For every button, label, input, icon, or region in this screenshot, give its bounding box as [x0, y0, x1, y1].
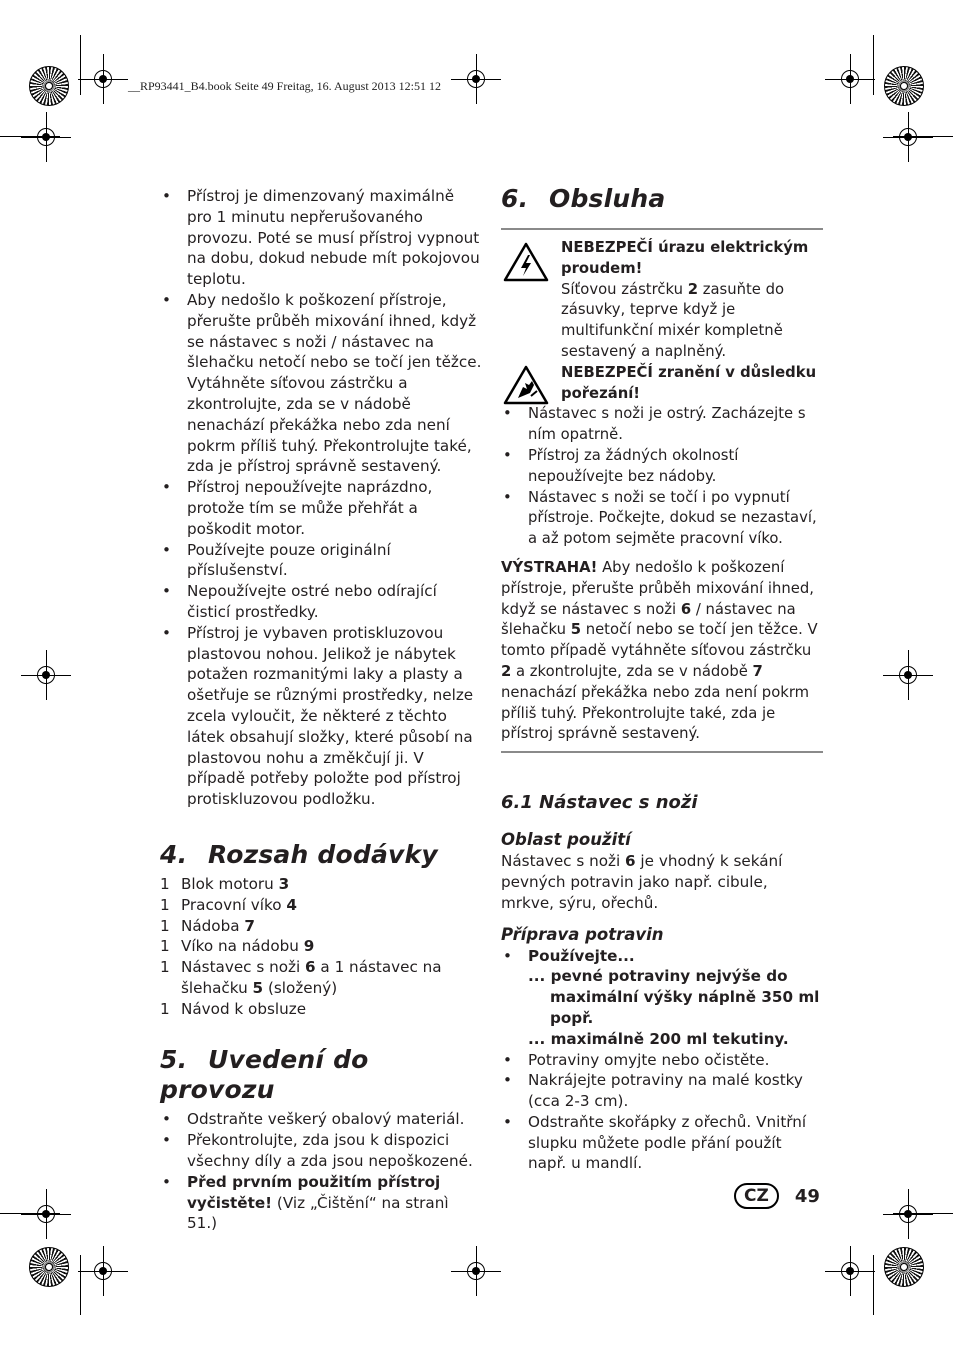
usage-heading: Oblast použití [501, 830, 631, 850]
registration-mark [837, 66, 863, 92]
left-column [160, 186, 482, 1234]
section-4-heading [160, 840, 482, 870]
list-item: 1 Víko na nádobu 9 [160, 937, 315, 956]
section-5-heading [160, 1045, 482, 1105]
registration-mark [33, 124, 59, 150]
list-item: • Před prvním použitím přístroj vyčistěte! (Viz „Čištění“ na stranì 51.) [160, 1172, 482, 1234]
color-burst-mark [29, 1247, 69, 1287]
section-number: 6. [501, 184, 529, 213]
section-title: Rozsah dodávky [208, 839, 438, 869]
section-title: Uvedení do provozu [160, 1045, 369, 1105]
language-badge: CZ [734, 1183, 779, 1209]
registration-mark [895, 662, 921, 688]
list-item: • Odstraňte skořápky z ořechů. Vnitřní slupku můžete podle přání použít např. u mandlí. [501, 1112, 823, 1174]
section-6-heading [501, 184, 823, 214]
list-item: 1 Návod k obsluze [160, 999, 307, 1018]
list-item: • Přístroj je dimenzovaný maximálně pro 1 minutu nepřerušovaného provozu. Poté se musí přístroj vypnout na dobu, dokud nebude mít pokojovou teplotu. [160, 186, 482, 290]
list-item: • Přístroj je vybaven protiskluzovou plastovou nohou. Jelikož je nábytek potažen rozmanitými laky a plasty a ošetřuje se různými prostředky, nelze zcela vyloučit, že některé z těchto látek obsahují složky, které působí na plastovou nohu a změkčují ji. V případě potřeby položte pod přístroj protiskluzovou podložku. [160, 623, 482, 810]
registration-mark [33, 662, 59, 688]
prep-bullet-list [501, 946, 823, 1175]
section-title: Obsluha [549, 184, 666, 213]
list-item: 1 Blok motoru 3 [160, 874, 290, 893]
list-item: 1 Nádoba 7 [160, 916, 255, 935]
list-item: • Nástavec s noži se točí i po vypnutí přístroje. Počkejte, dokud se nezastaví, a až potom sejměte pracovní víko. [501, 488, 823, 550]
crop-line [873, 1255, 874, 1315]
safety-box [501, 228, 823, 753]
prep-heading: Příprava potravin [501, 924, 664, 944]
registration-mark [837, 1258, 863, 1284]
danger-cut-block [501, 363, 823, 405]
registration-mark [90, 66, 116, 92]
right-column [501, 186, 823, 1174]
electric-warning-icon [503, 242, 549, 282]
registration-mark [895, 1201, 921, 1227]
danger-electric-block [501, 238, 823, 363]
crop-line [873, 35, 874, 95]
list-item: • Odstraňte veškerý obalový materiál. [160, 1109, 482, 1130]
list-item: • Používejte pouze originální příslušenství. [160, 540, 482, 582]
list-item: 1 Nástavec s noži 6 a 1 nástavec na šlehačku 5 (složený) [160, 958, 442, 997]
registration-mark [895, 124, 921, 150]
usage-text: Nástavec s noži 6 je vhodný k sekání pevných potravin jako např. cibule, mrkve, sýru, ořechů. [501, 852, 783, 912]
crop-line [80, 1255, 81, 1315]
startup-bullet-list [160, 1109, 482, 1234]
danger-text: Síťovou zástrčku 2 zasuňte do zásuvky, teprve když je multifunkční mixér kompletně sestavený a naplněný. [561, 280, 785, 360]
section-number: 4. [160, 839, 188, 869]
list-item: • Potraviny omyjte nebo očistěte. [501, 1050, 823, 1071]
list-item: • Aby nedošlo k poškození přístroje, přerušte průběh mixování ihned, když se nástavec s noži / nástavec na šlehačku netočí nebo se točí jen těžce. Vytáhněte síťovou zástrčku a zkontrolujte, zda se v nádobě nenachází překážka nebo zda není pokrm příliš tuhý. Překontrolujte také, zda je přístroj správně sestavený. [160, 290, 482, 477]
color-burst-mark [29, 66, 69, 106]
warning-paragraph: VÝSTRAHA! Aby nedošlo k poškození přístroje, přerušte průběh mixování ihned, když se nástavec s noži 6 / nástavec na šlehačku 5 netočí nebo se točí jen těžce. V tomto případě vytáhněte síťovou zástrčku 2 a zkontrolujte, zda se v nádobě 7 nenachází překážka nebo zda není pokrm příliš tuhý. Překontrolujte také, zda je přístroj správně sestavený. [501, 558, 818, 743]
page-footer [734, 1183, 820, 1209]
cut-hand-warning-icon [503, 365, 549, 405]
registration-mark [463, 66, 489, 92]
print-header: __RP93441_B4.book Seite 49 Freitag, 16. August 2013 12:51 12 [128, 79, 442, 93]
delivery-list [160, 874, 482, 1020]
danger-title: NEBEZPEČÍ úrazu elektrickým proudem! [561, 239, 809, 277]
list-item: • Nepoužívejte ostré nebo odírající čisticí prostředky. [160, 581, 482, 623]
danger-title: NEBEZPEČÍ zranění v důsledku pořezání! [561, 363, 817, 402]
page-number: 49 [794, 1185, 820, 1207]
list-item: • Překontrolujte, zda jsou k dispozici všechny díly a zda jsou nepoškozené. [160, 1130, 482, 1172]
registration-mark [33, 1201, 59, 1227]
list-item: 1 Pracovní víko 4 [160, 895, 297, 914]
section-number: 5. [160, 1045, 188, 1075]
crop-line [80, 35, 81, 95]
color-burst-mark [884, 66, 924, 106]
color-burst-mark [884, 1247, 924, 1287]
registration-mark [463, 1258, 489, 1284]
list-item: • Nástavec s noži je ostrý. Zacházejte s ním opatrně. [501, 404, 823, 446]
registration-mark [90, 1258, 116, 1284]
list-item: • Přístroj za žádných okolností nepoužívejte bez nádoby. [501, 446, 823, 488]
list-item: • Používejte... ... pevné potraviny nejvýše do maximální výšky náplně 350 ml popř. ... maximálně 200 ml tekutiny. [501, 946, 823, 1050]
danger-bullet-list [501, 404, 823, 550]
safety-bullet-list [160, 186, 482, 810]
list-item: • Nakrájejte potraviny na malé kostky (cca 2-3 cm). [501, 1070, 823, 1112]
list-item: • Přístroj nepoužívejte naprázdno, protože tím se může přehřát a poškodit motor. [160, 477, 482, 539]
subsection-heading: 6.1 Nástavec s noži [501, 792, 698, 814]
